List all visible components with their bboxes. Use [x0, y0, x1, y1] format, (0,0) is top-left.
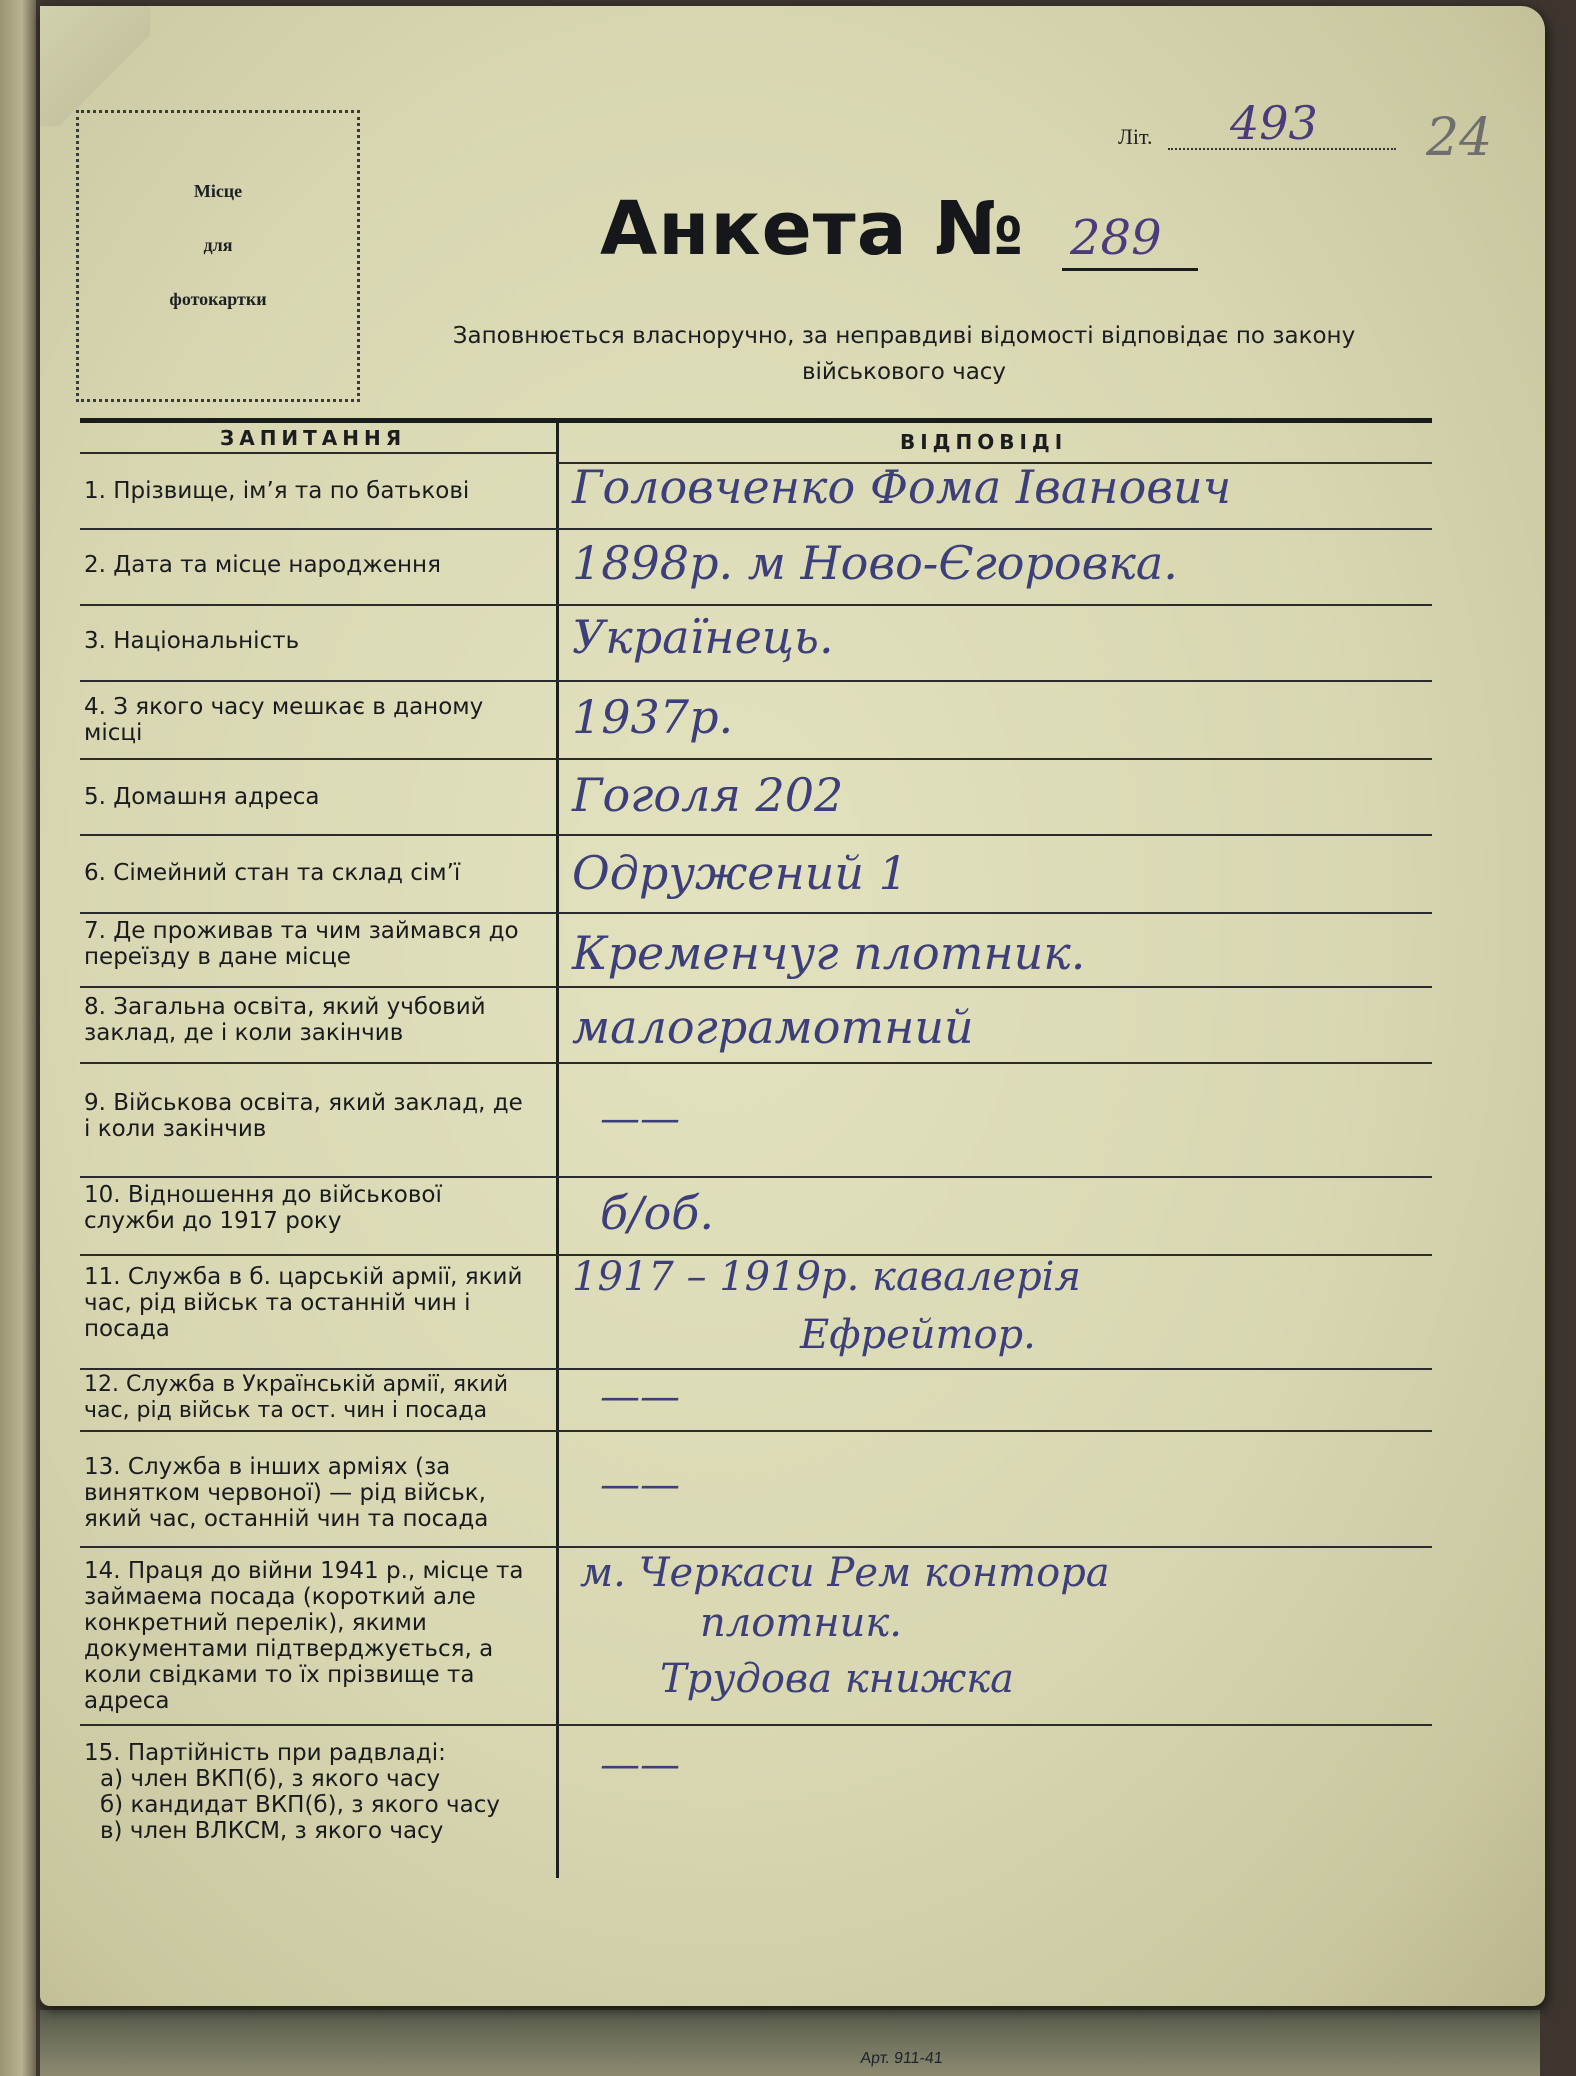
- question-6: 6. Сімейний стан та склад сім’ї: [84, 860, 461, 886]
- question-5: 5. Домашня адреса: [84, 784, 320, 810]
- answer-12: ——: [600, 1374, 680, 1420]
- answer-7: Кременчуг плотник.: [572, 926, 1086, 980]
- question-13: 13. Служба в інших арміях (за винятком червоної) — рід військ, який час, останній чин та посада: [84, 1454, 489, 1532]
- row-divider: [80, 758, 1432, 760]
- folded-corner: [40, 6, 150, 126]
- row-divider: [80, 986, 1432, 988]
- row-divider: [80, 528, 1432, 530]
- question-2: 2. Дата та місце народження: [84, 552, 441, 578]
- question-4: 4. З якого часу мешкає в даному місці: [84, 694, 484, 746]
- page-subtitle: Заповнюється власноручно, за неправдиві відомості відповідає по закону військового часу: [452, 323, 1356, 385]
- questionnaire-table: [80, 418, 1432, 1878]
- question-10: 10. Відношення до військової служби до 1917 року: [84, 1182, 442, 1234]
- answer-3: Українець.: [572, 610, 834, 664]
- photo-placeholder: [76, 110, 360, 402]
- underlying-page-bottom: [40, 2010, 1540, 2076]
- answer-10: б/об.: [600, 1186, 714, 1240]
- page-title: Анкета №: [600, 186, 1025, 272]
- answer-11: 1917 – 1919р. кавалерія: [572, 1254, 1081, 1300]
- row-divider: [80, 604, 1432, 606]
- question-15c: в) член ВЛКСМ, з якого часу: [100, 1818, 444, 1844]
- answer-13: ——: [600, 1462, 680, 1508]
- number-underline: [1062, 268, 1198, 271]
- answer-14-line3: Трудова книжка: [660, 1656, 1014, 1702]
- answer-6: Одружений 1: [572, 846, 908, 900]
- answers-column-header: ВІДПОВІДІ: [900, 430, 1068, 454]
- question-8: 8. Загальна освіта, який учбовий заклад, де і коли закінчив: [84, 994, 486, 1046]
- questions-column-header: ЗАПИТАННЯ: [220, 426, 407, 450]
- row-divider: [80, 680, 1432, 682]
- question-3: 3. Національність: [84, 628, 300, 654]
- question-12: 12. Служба в Українській армії, який час, рід військ та ост. чин і посада: [84, 1372, 509, 1423]
- question-7: 7. Де проживав та чим займався до переїзду в дане місце: [84, 918, 519, 970]
- answer-9: ——: [600, 1096, 680, 1142]
- row-divider: [80, 912, 1432, 914]
- row-divider: [80, 1724, 1432, 1726]
- photo-label-line2: для: [203, 235, 233, 255]
- answer-11-rank: Ефрейтор.: [800, 1312, 1036, 1358]
- row-divider: [80, 1062, 1432, 1064]
- questionnaire-number: 289: [1070, 210, 1162, 266]
- footer-label: Арт. 911-41: [859, 2050, 944, 2067]
- answer-2: 1898р. м Ново-Єгоровка.: [572, 536, 1178, 590]
- answer-4: 1937р.: [572, 690, 734, 744]
- row-divider: [80, 1176, 1432, 1178]
- table-top-border: [80, 418, 1432, 423]
- row-divider: [80, 1430, 1432, 1432]
- question-11: 11. Служба в б. царській армії, який час, рід військ та останній чин і посада: [84, 1264, 523, 1342]
- photo-label-line3: фотокартки: [169, 289, 267, 309]
- question-15b: б) кандидат ВКП(б), з якого часу: [100, 1792, 500, 1818]
- question-15a: а) член ВКП(б), з якого часу: [100, 1766, 441, 1792]
- answer-1: Головченко Фома Іванович: [572, 460, 1232, 514]
- answer-5: Гоголя 202: [572, 768, 844, 822]
- answer-8: малограмотний: [572, 1000, 974, 1054]
- lit-label: Літ.: [1118, 124, 1153, 149]
- answer-14-line2: плотник.: [700, 1600, 902, 1646]
- header-line: [80, 452, 556, 454]
- photo-label-line1: Місце: [193, 181, 243, 201]
- question-1: 1. Прізвище, ім’я та по батькові: [84, 478, 470, 504]
- answer-15: ——: [600, 1742, 680, 1788]
- answer-14-line1: м. Черкаси Рем контора: [580, 1550, 1110, 1596]
- question-9: 9. Військова освіта, який заклад, де і коли закінчив: [84, 1090, 523, 1142]
- question-15: 15. Партійність при радвладі:: [84, 1740, 446, 1766]
- archive-number: 24: [1426, 108, 1493, 168]
- lit-value: 493: [1230, 96, 1318, 150]
- column-divider: [556, 418, 559, 1878]
- underlying-page-edge: [0, 0, 36, 2076]
- question-14: 14. Праця до війни 1941 р., місце та займаема посада (короткий але конкретний перелік), якими документами підтверджується, а коли свідками то їх прізвище та адреса: [84, 1558, 524, 1714]
- row-divider: [80, 834, 1432, 836]
